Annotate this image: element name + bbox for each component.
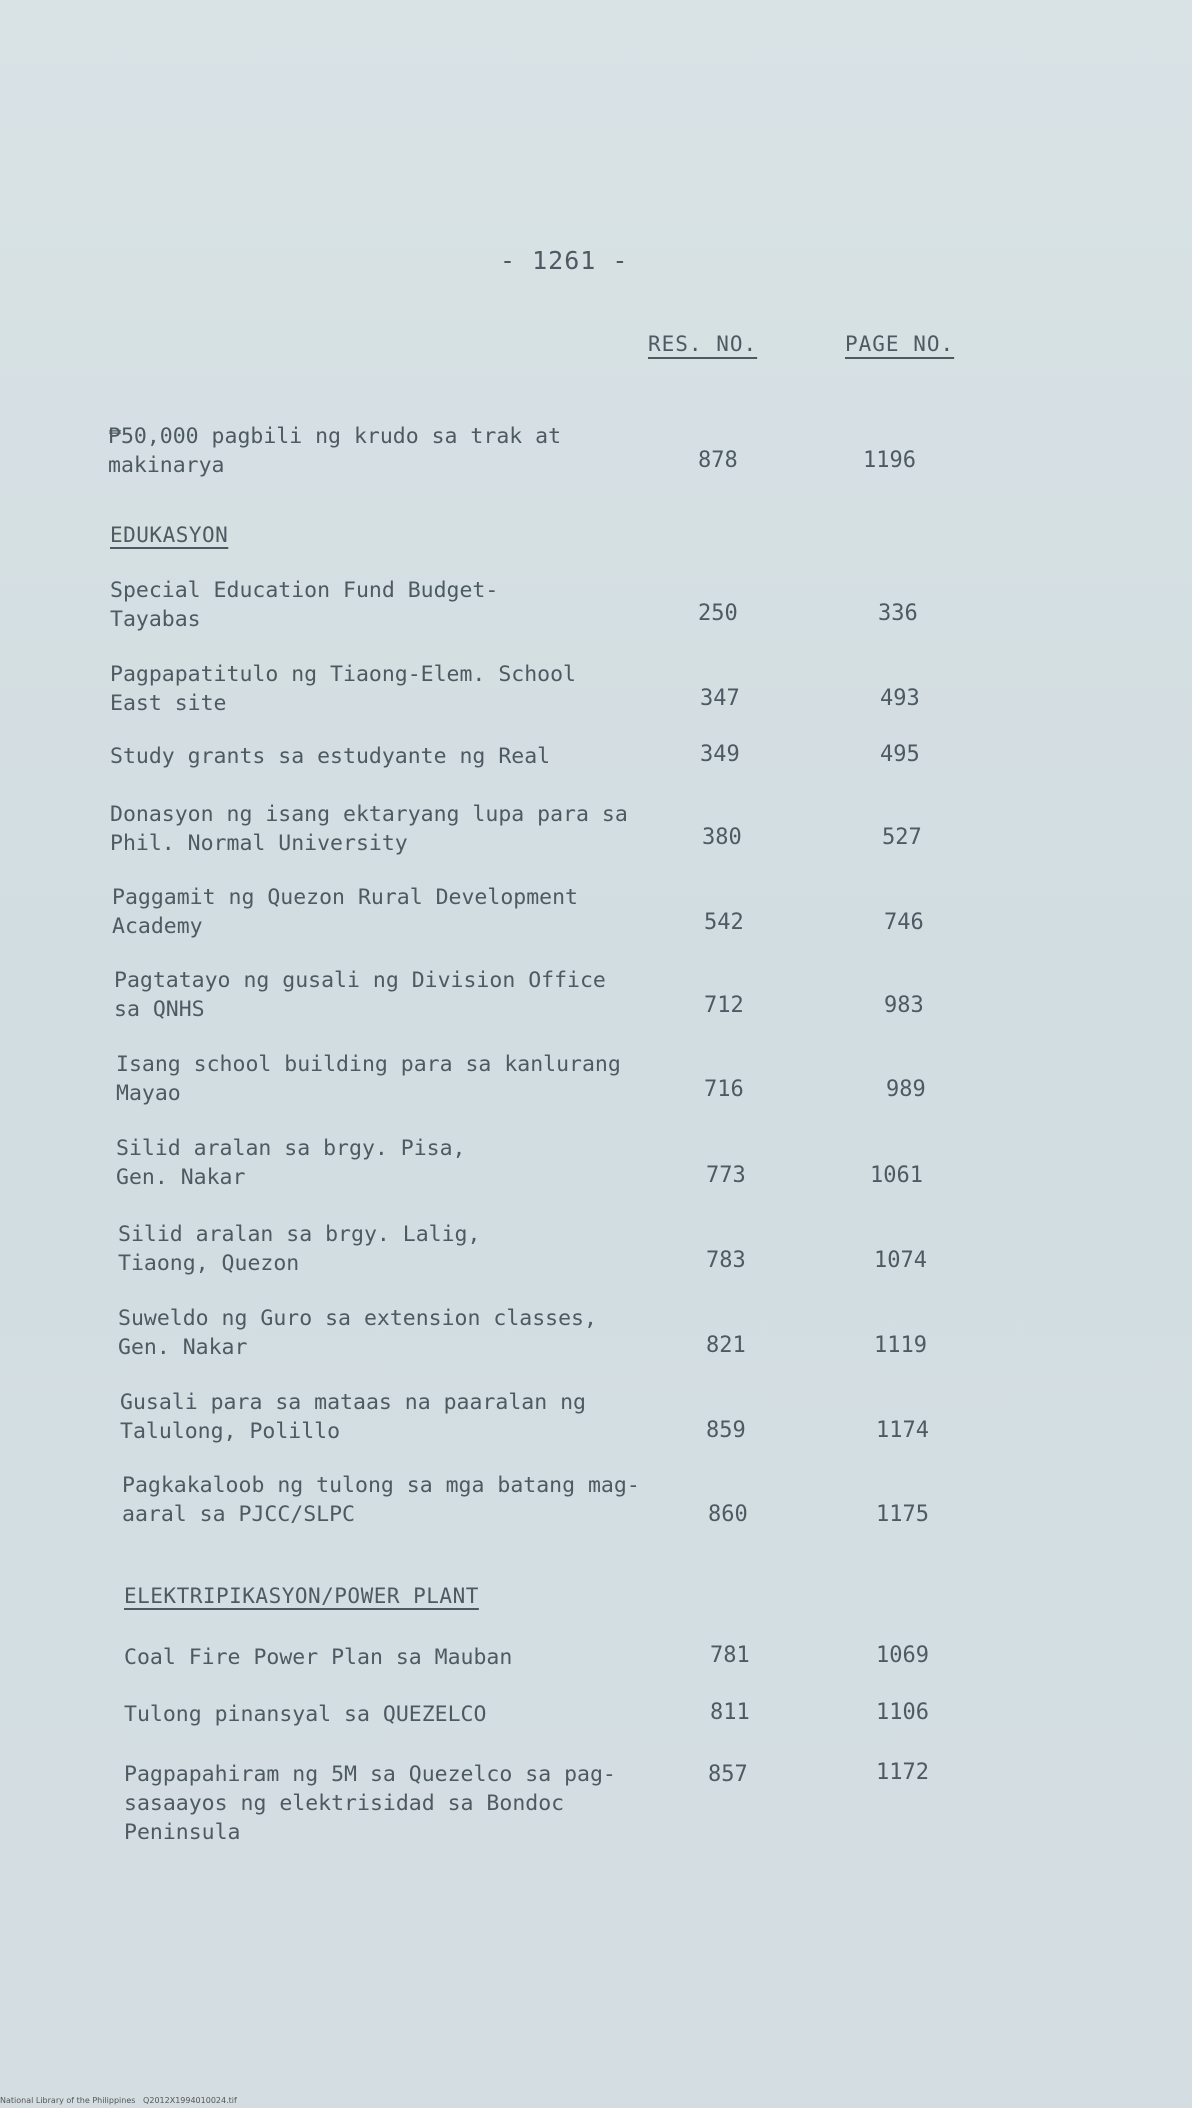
- entry-page-no: 493: [880, 686, 920, 711]
- entry-page-no: 983: [884, 993, 924, 1018]
- entry-res-no: 716: [704, 1077, 744, 1102]
- entry-page-no: 1172: [876, 1760, 929, 1785]
- entry-res-no: 380: [702, 825, 742, 850]
- entry-description: Paggamit ng Quezon Rural Development Academy: [112, 885, 578, 939]
- entry-res-no: 857: [708, 1762, 748, 1787]
- entry-description: Silid aralan sa brgy. Pisa, Gen. Nakar: [116, 1136, 466, 1190]
- entry-res-no: 811: [710, 1700, 750, 1725]
- entry-page-no: 1061: [870, 1163, 923, 1188]
- entry-description: Tulong pinansyal sa QUEZELCO: [124, 1702, 487, 1727]
- entry-description: ₱50,000 pagbili ng krudo sa trak at makinarya: [108, 424, 562, 478]
- entry-res-no: 781: [710, 1643, 750, 1668]
- section-heading-elektripikasyon: ELEKTRIPIKASYON/POWER PLANT: [124, 1584, 479, 1608]
- entry-res-no: 859: [706, 1418, 746, 1443]
- entry-description: Pagpapahiram ng 5M sa Quezelco sa pag- sasaayos ng elektrisidad sa Bondoc Peninsula: [124, 1762, 616, 1845]
- entry-res-no: 712: [704, 993, 744, 1018]
- entry-page-no: 1074: [874, 1248, 927, 1273]
- entry-description: Pagtatayo ng gusali ng Division Office sa QNHS: [114, 968, 606, 1022]
- entry-res-no: 783: [706, 1248, 746, 1273]
- entry-res-no: 542: [704, 910, 744, 935]
- entry-page-no: 1174: [876, 1418, 929, 1443]
- entry-description: Suweldo ng Guro sa extension classes, Gen. Nakar: [118, 1306, 597, 1360]
- page-no-header: PAGE NO.: [845, 332, 955, 356]
- entry-description: Special Education Fund Budget- Tayabas: [110, 578, 499, 632]
- res-no-header: RES. NO.: [648, 332, 758, 356]
- section-heading-edukasyon: EDUKASYON: [110, 523, 229, 547]
- entry-page-no: 746: [884, 910, 924, 935]
- entry-page-no: 1175: [876, 1502, 929, 1527]
- entry-page-no: 1196: [863, 448, 916, 473]
- entry-res-no: 821: [706, 1333, 746, 1358]
- entry-res-no: 250: [698, 601, 738, 626]
- entry-page-no: 989: [886, 1077, 926, 1102]
- entry-page-no: 527: [882, 825, 922, 850]
- entry-page-no: 336: [878, 601, 918, 626]
- entry-res-no: 878: [698, 448, 738, 473]
- scan-footer: National Library of the Philippines Q2012X1994010024.tif: [0, 2096, 237, 2105]
- entry-res-no: 347: [700, 686, 740, 711]
- entry-page-no: 1069: [876, 1643, 929, 1668]
- entry-page-no: 1106: [876, 1700, 929, 1725]
- page-number: - 1261 -: [500, 246, 629, 275]
- entry-description: Study grants sa estudyante ng Real: [110, 744, 551, 769]
- entry-res-no: 860: [708, 1502, 748, 1527]
- entry-description: Pagkakaloob ng tulong sa mga batang mag- aaral sa PJCC/SLPC: [122, 1473, 640, 1527]
- entry-description: Coal Fire Power Plan sa Mauban: [124, 1645, 513, 1670]
- entry-page-no: 495: [880, 742, 920, 767]
- entry-description: Donasyon ng isang ektaryang lupa para sa Phil. Normal University: [110, 802, 628, 856]
- entry-description: Isang school building para sa kanlurang Mayao: [116, 1052, 621, 1106]
- entry-description: Silid aralan sa brgy. Lalig, Tiaong, Quezon: [118, 1222, 481, 1276]
- entry-description: Pagpapatitulo ng Tiaong-Elem. School East site: [110, 662, 576, 716]
- entry-description: Gusali para sa mataas na paaralan ng Talulong, Polillo: [120, 1390, 586, 1444]
- entry-page-no: 1119: [874, 1333, 927, 1358]
- entry-res-no: 349: [700, 742, 740, 767]
- entry-res-no: 773: [706, 1163, 746, 1188]
